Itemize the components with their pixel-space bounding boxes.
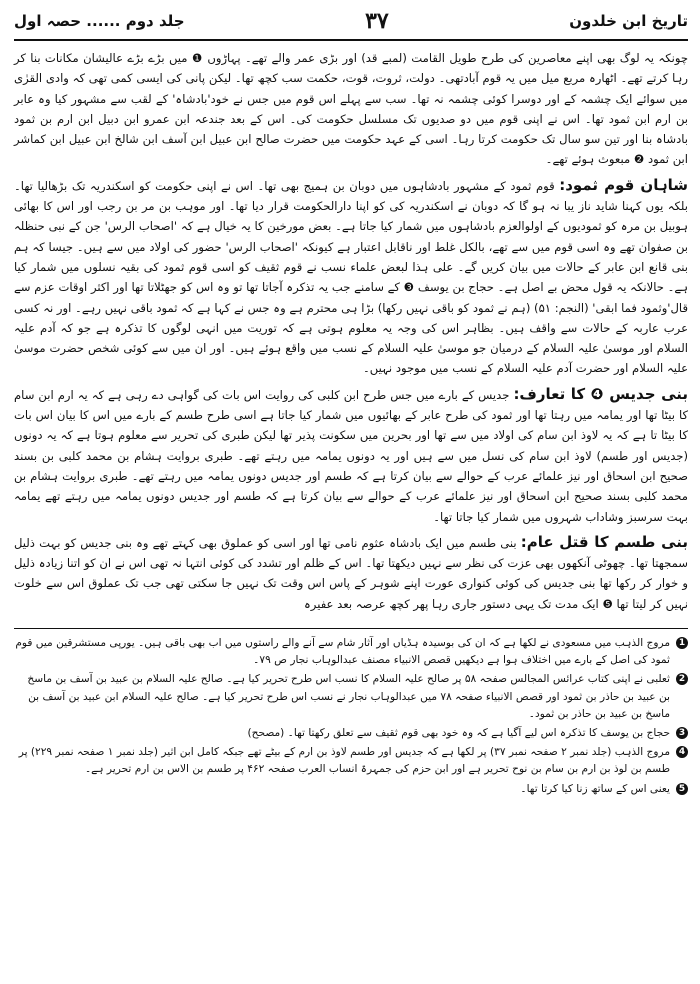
section-heading: شاہان قوم ثمود: — [559, 175, 689, 194]
section-heading: بنی طسم کا قتل عام: — [520, 532, 689, 551]
paragraph — [14, 175, 688, 379]
footnote-marker: 4 — [676, 746, 688, 758]
footnote-text: یعنی اس کے ساتھ زنا کیا کرتا تھا۔ — [520, 782, 670, 795]
paragraph — [14, 47, 688, 170]
footnote — [14, 744, 688, 778]
footnote-text: مروج الذہب (جلد نمبر ۲ صفحہ نمبر ۳۷) پر لکھا ہے کہ جدیس اور طسم لاوذ بن ارم کے بیٹے تھے جبکہ کامل ابن اثیر (جلد نمبر ۱ صفحہ نمبر ۲۲۹) پر طسم بن لوذ بن ارم بن سام بن نوح تحریر ہے اور ابن حزم کی جمہرۃ انساب العرب صفحہ ۴۶۲ پر طسم بن الاس بن ارم تحریر ہے۔ — [18, 746, 670, 776]
paragraph-text: چونکہ یہ لوگ بھی اپنے معاصرین کی طرح طویل القامت (لمبے قد) اور بڑی عمر والے تھے۔ پہاڑوں ❶ میں بڑے بڑے عالیشان مکانات بنا کر رہا کرتے تھے۔ اٹھارہ مربع میل میں یہ قوم آبادتھی۔ دولت، ثروت، قوت، حکمت سب کچھ تھا۔ لیکن پانی کی ایسی کمی تھی کہ وادی القرٰی میں سوائے ایک چشمہ کے اور دوسرا کوئی چشمہ نہ تھا۔ سب سے پہلے اس قوم میں جس نے خود'بادشاہ' کے لقب سے مشہور کیا وہ عابر بن ارم ابن ثمود تھا۔ اس نے اپنی قوم میں دو صدیوں تک مسلسل حکومت کی۔ اس کے بعد جندعہ ابن عمرو ابن دبیل ابن ارم بن ثمود بادشاہ بنا اور تین سو سال تک حکومت کرتا رہا۔ اسی کے عہد حکومت میں حضرت صالح ابن عبیل ابن آسف ابن شالخ ابن عبیل ابن کماشر ابن ثمود ❷ مبعوث ہوئے تھے۔ — [14, 51, 688, 167]
footnote — [14, 671, 688, 723]
footnote-marker: 2 — [676, 673, 688, 685]
footnote — [14, 635, 688, 669]
paragraph — [14, 532, 688, 614]
section-heading: بنی جدیس ❹ کا تعارف: — [513, 384, 688, 403]
footnote-marker: 1 — [676, 637, 688, 649]
footnote-divider — [14, 628, 688, 629]
paragraph — [14, 384, 688, 527]
footnote-marker: 5 — [676, 783, 688, 795]
footnotes — [14, 635, 688, 798]
footnote-text: مروج الذہب میں مسعودی نے لکھا ہے کہ ان کی بوسیدہ ہڈیاں اور آثار شام سے آنے والے راستوں میں اب بھی باقی ہیں۔ یورپی مستشرقین میں قوم ثمود کی اصل کے بارے میں اختلاف ہوا ہے دیکھیں قصص الانبیاء مصنف عبدالوہاب نجار ص ۷۹۔ — [15, 637, 670, 667]
footnote-text: حجاج بن یوسف کا تذکرہ اس لیے آگیا ہے کہ وہ خود بھی قوم ثقیف سے تعلق رکھتا تھا۔ (مصحح) — [247, 727, 670, 740]
volume-label: جلد دوم ...... حصہ اول — [14, 12, 185, 30]
page-header — [14, 6, 688, 36]
paragraph-text: قوم ثمود کے مشہور بادشاہوں میں دوبان بن ہمیج بھی تھا۔ اس نے اپنی حکومت کو اسکندریہ تک بڑھالیا تھا۔ بلکہ یوں کہنا شاید ناز یبا نہ ہو گا کہ دوبان نے اسکندریہ کی کو اپنا دارالحکومت قرار دیا تھا۔ اور موہب بن مر بن رجب اور اس کا بھائی ہوبیل بن مرہ کو ثمودیوں کے اولوالعزم بادشاہوں میں شمار کیا جاتا ہے۔ بعض مورخین کا یہ خیال ہے کہ 'اصحاب الرس' جن کے نبی حنظلہ بن صفوان تھے وہ اسی قوم میں سے تھے، بالکل غلط اور ناقابل اعتبار ہے کیونکہ 'اصحاب الرس' حضور کی اولاد میں سے ہیں۔ جیسا کہ ہم بنی قانع ابن عابر کے حالات میں بیان کریں گے۔ علی ہذا لبعض علماء نسب نے قوم ثقیف کو اسی قوم ثمود کی بقیہ نسلوں میں شمار کیا ہے۔ حالانکہ یہ قول محض بے اصل ہے۔ حجاج بن یوسف ❸ کے سامنے جب یہ تذکرہ آجاتا تھا تو وہ اس کو جھٹلاتا تھا اور اکثر اوقات عزم سے قال'وثمود فما ابقی' (النجم: ۵۱) (ہم نے ثمود کو باقی نہیں رکھا) بڑا ہی محترم ہے وہ جس نے کہا ہے کہ ثمود باقی نہیں رہے۔ اور نہ کسی عرب عاربہ کے حالات سے واقف ہیں۔ بظاہر اس کی وجہ یہ معلوم ہوتی ہے کہ توریت میں انہی لوگوں کا تذکرہ ہے جو کہ آدم علیہ السلام اور موسیٰ علیہ السلام کے درمیان جو موسیٰ علیہ السلام کے نسب میں واقع ہوئے ہیں۔ اور ان میں سے کوئی شخص حضرت موسیٰ علیہ السلام اور حضرت آدم علیہ السلام کے نسب میں موجود نہیں۔ — [14, 178, 688, 376]
footnote-text: ثعلبی نے اپنی کتاب عرائس المجالس صفحہ ۵۸ پر صالح علیہ السلام کا نسب اس طرح تحریر کیا ہے۔ صالح علیہ السلام بن عبید بن آسف بن ماسخ بن عبید بن حاذر بن ثمود اور قصص الانبیاء صفحہ ۷۸ میں عبدالوہاب نجار نے نسب اس طرح تحریر کیا ہے۔ صالح علیہ السلام ابن عبید بن آسف بن ماسخ بن عبید بن حاذر بن ثمود۔ — [27, 673, 670, 720]
page-number: ۳۷ — [365, 8, 389, 34]
paragraph-text: جدیس کے بارے میں جس طرح ابن کلبی کی روایت اس بات کی گواہی دے رہی ہے کہ یہ ارم ابن سام کا بیٹا تھا اور یمامہ میں رہتا تھا اور ثمود کی طرح عابر کے بھائیوں میں شمار کیا جاتا ہے اسی طرح طسم کے بارے میں اس کا بیان اس بات کا بیٹا تا ہے کہ یہ لاوذ ابن سام کی اولاد میں سے تھا اور بحرین میں سکونت پذیر تھا لیکن طبری کی تحریر سے معلوم ہوتا ہے کہ یہ دونوں (جدیس اور طسم) لاوذ ابن سام کی نسل میں سے ہیں اور یہ دونوں یمامہ میں رہتے تھے۔ طبری بروایت ہشام بن محمد کلبی بن بسند صحیح ابن اسحاق اور نیز علمائے عرب کے حوالے سے بیان کرتا ہے کہ طسم اور جدیس دونوں یمامہ میں رہتے تھے۔ طبری بروایت ہشام بن محمد کلبی بسند صحیح ابن اسحاق اور نیز علمائے عرب کے حوالے سے بیان کرتا ہے کہ طسم اور جدیس دونوں یمامہ میں رہتے تھے یمامہ بہت سرسبز وشاداب شہروں میں شمار کیا جاتا تھا۔ — [14, 387, 688, 524]
paragraph-text: بنی طسم میں ایک بادشاہ عثوم نامی تھا اور اسی کو عملوق بھی کہتے تھے وہ بنی جدیس کو بہت ذلیل سمجھتا تھا۔ چھوٹی آنکھوں بھی عزت کی نظر سے نہیں دیکھتا تھا۔ اس کے ظلم اور تشدد کی کوئی انتہا نہ تھی اس نے ان کو اتنا زیادہ ذلیل و خوار کر رکھا تھا بنی جدیس کی کوئی کنواری عورت اپنے شوہر کے پاس اس وقت تک نہیں جا سکتی تھی جب تک عملوق اس سے خلوت نہیں کر لیتا تھا ❺ ایک مدت تک یہی دستور جاری رہا پھر کچھ عرصہ بعد عفیرہ — [14, 535, 688, 611]
main-text — [14, 47, 688, 614]
footnote-marker: 3 — [676, 727, 688, 739]
book-title: تاریخ ابن خلدون — [569, 12, 688, 30]
footnote — [14, 781, 688, 798]
header-divider — [14, 39, 688, 41]
footnote — [14, 725, 688, 742]
